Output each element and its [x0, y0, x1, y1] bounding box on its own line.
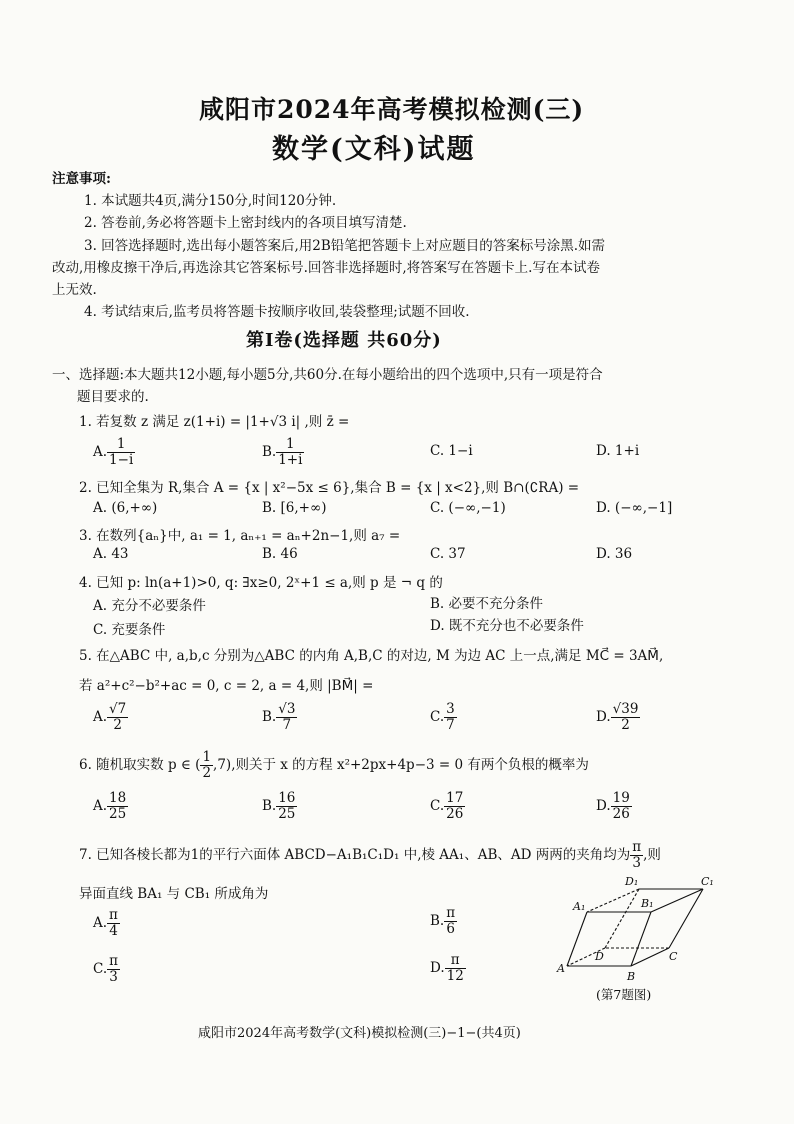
- edge-d1a1: [587, 889, 639, 912]
- parallelepiped-figure: [555, 872, 715, 984]
- question-5-option-b: B. $\frac{√3}{7}$: [262, 701, 296, 733]
- exam-title: 咸阳市2024年高考模拟检测(三): [199, 95, 585, 124]
- part-intro: 一、选择题:本大题共12小题,每小题5分,共60分.在每小题给出的四个选项中,只有一项是符合: [52, 367, 603, 383]
- notice-item: 2. 答卷前,务必将答题卡上密封线内的各项目填写清楚.: [84, 215, 407, 231]
- notice-item: 上无效.: [52, 282, 97, 298]
- label-d: D: [595, 950, 604, 963]
- question-6-option-b: B. $\frac{16}{25}$: [262, 790, 296, 822]
- question-5-option-c: C. $\frac{3}{7}$: [430, 701, 455, 733]
- question-4-option-d: D. 既不充分也不必要条件: [430, 618, 584, 634]
- edge-dd1: [605, 889, 639, 948]
- question-6-option-d: D. $\frac{19}{26}$: [596, 790, 630, 822]
- notice-item: 3. 回答选择题时,选出每小题答案后,用2B铅笔把答题卡上对应题目的答案标号涂黑.如需: [84, 238, 606, 254]
- question-7-stem: 7. 已知各棱长都为1的平行六面体 ABCD−A₁B₁C₁D₁ 中,棱 AA₁、AB、AD 两两的夹角均为 $\frac{\pi}{3}$ ,则: [79, 839, 661, 871]
- question-4-option-b: B. 必要不充分条件: [430, 596, 544, 612]
- question-5-condition: 若 a²+c²−b²+ac = 0, c = 2, a = 4,则 |BM⃗| =: [79, 678, 374, 694]
- question-5-option-a: A. $\frac{√7}{2}$: [93, 701, 127, 733]
- label-b1: B₁: [641, 897, 654, 910]
- question-2-option-d: D. (−∞,−1]: [596, 500, 673, 516]
- edge-b1c1: [651, 889, 703, 912]
- question-2-stem: 2. 已知全集为 R,集合 A = {x | x²−5x ≤ 6},集合 B = {x | x<2},则 B∩(∁RA) =: [79, 480, 580, 496]
- question-6-option-a: A. $\frac{18}{25}$: [93, 790, 127, 822]
- question-3-stem: 3. 在数列{aₙ}中, a₁ = 1, aₙ₊₁ = aₙ+2n−1,则 a₇ =: [79, 528, 401, 544]
- notice-item: 改动,用橡皮擦干净后,再选涂其它答案标号.回答非选择题时,将答案写在答题卡上.写在本试卷: [52, 260, 600, 276]
- question-2-option-b: B. [6,+∞): [262, 500, 327, 516]
- question-5-option-d: D. $\frac{√39}{2}$: [596, 701, 639, 733]
- question-2-option-a: A. (6,+∞): [93, 500, 158, 516]
- label-b: B: [627, 970, 636, 983]
- question-6-option-c: C. $\frac{17}{26}$: [430, 790, 464, 822]
- question-7-stem-line2: 异面直线 BA₁ 与 CB₁ 所成角为: [79, 886, 269, 902]
- question-1-stem: 1. 若复数 z 满足 z(1+i) = |1+√3 i| ,则 z̄ =: [79, 414, 350, 430]
- question-7-option-c: C. $\frac{\pi}{3}$: [93, 953, 119, 985]
- question-1-option-d: D. 1+i: [596, 443, 640, 459]
- page-footer: 咸阳市2024年高考数学(文科)模拟检测(三)−1−(共4页): [198, 1026, 521, 1041]
- part-intro: 题目要求的.: [77, 389, 149, 405]
- question-4-option-c: C. 充要条件: [93, 622, 166, 638]
- question-5-stem: 5. 在△ABC 中, a,b,c 分别为△ABC 的内角 A,B,C 的对边, M 为边 AC 上一点,满足 MC⃗ = 3AM⃗,: [79, 648, 664, 664]
- label-d1: D₁: [625, 875, 639, 888]
- edge-cc1: [669, 889, 703, 948]
- question-3-option-a: A. 43: [93, 546, 129, 562]
- label-a1: A₁: [573, 900, 586, 913]
- question-1-option-a: A. $\frac{1}{1-i}$: [93, 436, 134, 468]
- figure-caption: (第7题图): [596, 987, 652, 1002]
- question-2-option-c: C. (−∞,−1): [430, 500, 506, 516]
- question-7-option-b: B. $\frac{\pi}{6}$: [430, 905, 456, 937]
- question-1-option-b: B. $\frac{1}{1+i}$: [262, 436, 303, 468]
- question-4-stem: 4. 已知 p: ln(a+1)>0, q: ∃x≥0, 2ˣ+1 ≤ a,则 p 是 ¬ q 的: [79, 575, 443, 591]
- question-3-option-d: D. 36: [596, 546, 633, 562]
- question-3-option-c: C. 37: [430, 546, 466, 562]
- notice-item: 1. 本试题共4页,满分150分,时间120分钟.: [84, 193, 337, 209]
- question-1-option-c: C. 1−i: [430, 443, 473, 459]
- notice-item: 4. 考试结束后,监考员将答题卡按顺序收回,装袋整理;试题不回收.: [84, 304, 470, 320]
- label-a: A: [557, 962, 565, 975]
- label-c1: C₁: [701, 875, 714, 888]
- question-6-stem: 6. 随机取实数 p ∈ ( $\frac{1}{2}$ ,7),则关于 x 的方程 x²+2px+4p−3 = 0 有两个负根的概率为: [79, 749, 589, 781]
- section-title: 第Ⅰ卷(选择题 共60分): [246, 330, 442, 351]
- edge-aa1: [567, 912, 587, 966]
- exam-subtitle: 数学(文科)试题: [272, 134, 476, 165]
- notice-heading: 注意事项:: [52, 171, 111, 187]
- question-4-option-a: A. 充分不必要条件: [93, 598, 206, 614]
- question-7-option-a: A. $\frac{\pi}{4}$: [93, 907, 118, 939]
- question-7-option-d: D. $\frac{\pi}{12}$: [430, 952, 464, 984]
- question-3-option-b: B. 46: [262, 546, 298, 562]
- label-c: C: [669, 950, 678, 963]
